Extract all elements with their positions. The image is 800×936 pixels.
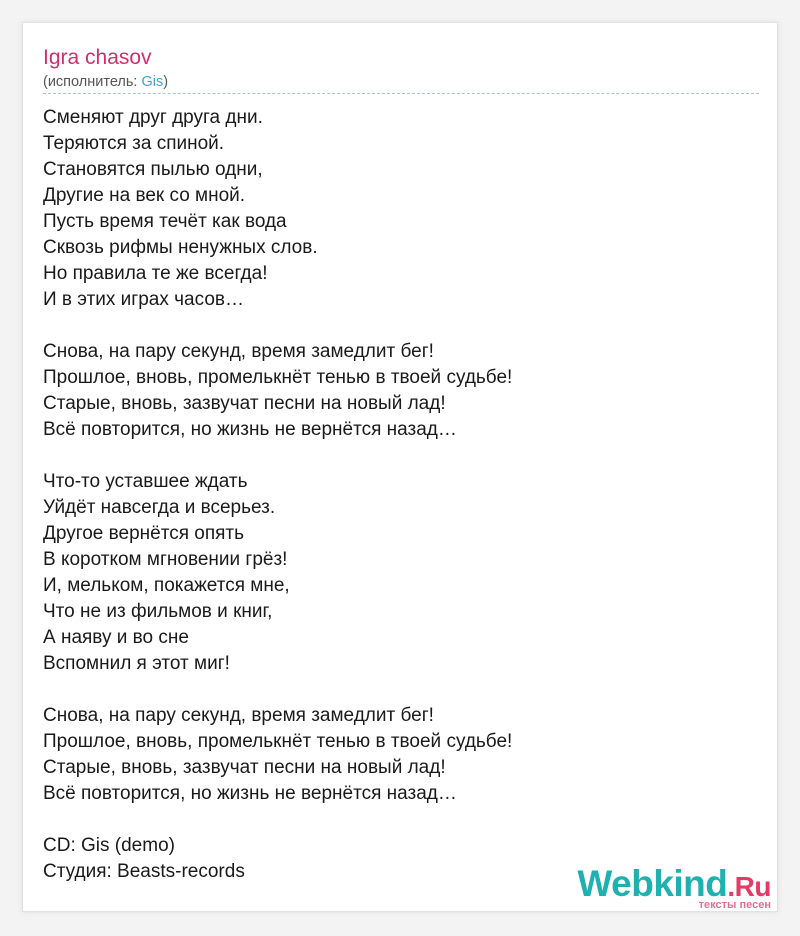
lyric-line: Старые, вновь, зазвучат песни на новый лад!: [43, 757, 446, 778]
lyric-line: Всё повторится, но жизнь не вернётся назад…: [43, 419, 457, 440]
artist-link[interactable]: Gis: [141, 74, 164, 90]
lyric-line: Теряются за спиной.: [43, 133, 225, 154]
logo-name: Webkind: [577, 863, 728, 904]
lyric-line: В коротком мгновении грёз!: [43, 549, 288, 570]
lyric-line: Вспомнил я этот миг!: [43, 653, 230, 674]
lyric-line: Что не из фильмов и книг,: [43, 601, 273, 622]
stanza-gap: [43, 677, 759, 703]
lyrics-card: [22, 22, 778, 912]
dashed-divider: [43, 93, 759, 94]
lyric-line: Старые, вновь, зазвучат песни на новый лад!: [43, 393, 446, 414]
artist-line: [43, 73, 168, 91]
lyric-line: А наяву и во сне: [43, 627, 189, 648]
stanza-gap: [43, 807, 759, 833]
stanza-gap: [43, 313, 759, 339]
artist-prefix: (исполнитель:: [43, 74, 142, 90]
lyric-line: Сменяют друг друга дни.: [43, 107, 263, 128]
stanza-chorus-2: [43, 703, 759, 807]
stanza-verse-2: [43, 469, 759, 677]
song-title: Igra chasov: [43, 46, 152, 69]
lyric-line: И в этих играх часов…: [43, 289, 244, 310]
stanza-chorus-1: [43, 339, 759, 443]
lyric-line: Что-то уставшее ждать: [43, 471, 248, 492]
lyric-line: Но правила те же всегда!: [43, 263, 268, 284]
logo-tagline: тексты песен: [698, 899, 771, 911]
lyric-line: Другое вернётся опять: [43, 523, 245, 544]
lyric-line: Прошлое, вновь, промелькнёт тенью в твоей судьбе!: [43, 731, 513, 752]
artist-suffix: ): [163, 74, 169, 90]
lyrics-text: [43, 105, 759, 885]
stanza-verse-1: [43, 105, 759, 313]
lyric-line: И, мельком, покажется мне,: [43, 575, 290, 596]
credit-line-cd: CD: Gis (demo): [43, 835, 175, 856]
lyric-line: Другие на век со мной.: [43, 185, 246, 206]
logo-tld: .Ru: [727, 871, 771, 902]
lyric-line: Уйдёт навсегда и всерьез.: [43, 497, 276, 518]
credit-line-studio: Студия: Beasts-records: [43, 861, 245, 882]
lyric-line: Всё повторится, но жизнь не вернётся назад…: [43, 783, 457, 804]
stanza-gap: [43, 443, 759, 469]
lyric-line: Прошлое, вновь, промелькнёт тенью в твоей судьбе!: [43, 367, 513, 388]
lyric-line: Пусть время течёт как вода: [43, 211, 287, 232]
lyric-line: Снова, на пару секунд, время замедлит бег!: [43, 341, 434, 362]
lyric-line: Снова, на пару секунд, время замедлит бег!: [43, 705, 434, 726]
lyric-line: Становятся пылью одни,: [43, 159, 263, 180]
lyric-line: Сквозь рифмы ненужных слов.: [43, 237, 318, 258]
